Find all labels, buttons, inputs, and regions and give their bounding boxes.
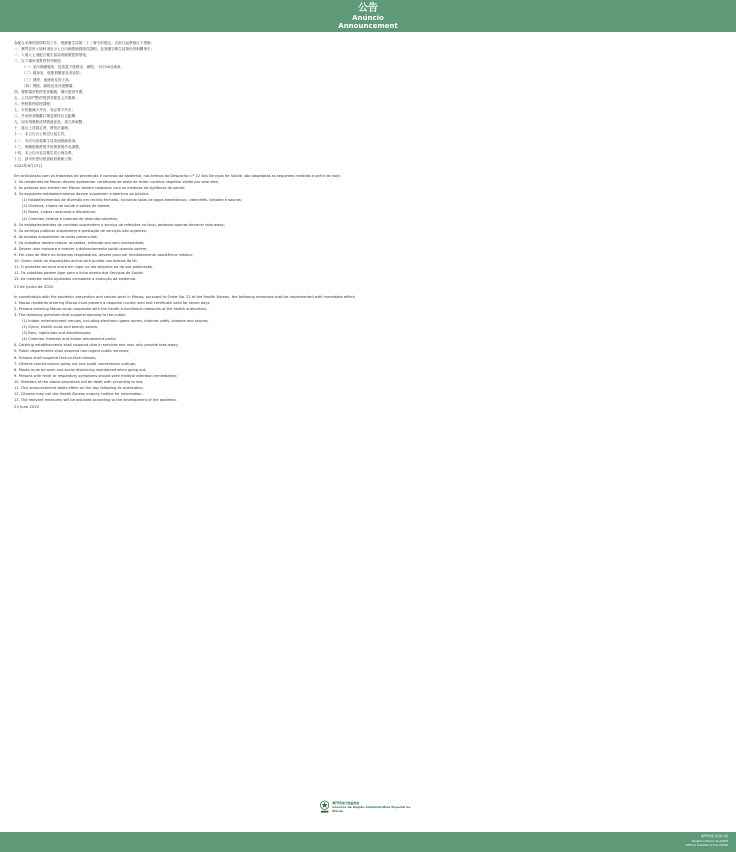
logo-line-pt: Governo da Região Administrativa Especial de Macau	[332, 805, 411, 813]
paragraph-line: Em articulação com os trabalhos de prevenção e controlo da epidemia, nos termos do Despacho n.º 22 dos Serviços de Saúde, são adoptadas as seguintes medidas a partir de hoje:	[14, 173, 341, 178]
paragraph-line: 5. Os serviços públicos suspendem a prestação de serviços não urgentes;	[14, 228, 147, 233]
paragraph-line: 9. Persons with fever or respiratory symptoms should seek medical attention immediately;	[14, 373, 178, 378]
paragraph-line: (2) Gyms, health clubs and beauty salons;	[22, 325, 99, 330]
paragraph-line: (3) Bares, clubes nocturnos e discotecas;	[22, 210, 97, 215]
paragraph-line: 3. The following premises shall suspend opening to the public:	[14, 312, 127, 317]
date-en: 23 June 2022	[14, 404, 40, 410]
paragraph-line: 7. Citizens should reduce going out and avoid unnecessary outings;	[14, 361, 136, 366]
paragraph-line: 5. Public departments shall suspend non-urgent public services;	[14, 349, 130, 354]
paragraph-line: 3. Os seguintes estabelecimentos devem suspender a abertura ao público:	[14, 192, 150, 197]
paragraph-line: 10. Violators of the above provisions will be dealt with according to law.	[14, 379, 144, 384]
paragraph-line: (2) Ginásios, clubes de saúde e salões de beleza;	[22, 204, 111, 209]
section-portuguese	[14, 173, 722, 283]
paragraph-line: 1. Os residentes de Macau devem apresentar certificado de teste de ácido nucleico negativo válido por sete dias;	[14, 179, 219, 184]
header-title-zh: 公告	[358, 3, 378, 14]
logo-line-zh: 澳門特別行政區政府	[332, 801, 360, 805]
paragraph-line: 十、違反上述規定者，將依法處理。	[14, 126, 72, 131]
paragraph-line: (1) Estabelecimentos de diversão em recinto fechado, incluindo salas de jogos electrónicos, cibercafés, karaoke e saunas;	[22, 198, 242, 203]
paragraph-line: 十四、本公告內容以衛生局公佈為準。	[14, 150, 76, 155]
paragraph-line: (1) Indoor entertainment venues, including electronic game rooms, internet cafés, karaoke and saunas;	[22, 318, 209, 323]
paragraph-line: 三、以下場所須暫停對外開放：	[14, 59, 65, 64]
paragraph-line: 11. O presente anúncio entra em vigor no dia seguinte ao da sua publicação.	[14, 265, 154, 270]
footer-bar	[0, 832, 736, 852]
logo-text	[332, 801, 416, 813]
paragraph-line: 9. Em caso de febre ou sintomas respiratórios, devem procurar imediatamente assistência médica;	[14, 253, 193, 258]
paragraph-line: 8. Devem usar máscara e manter o distanciamento social quando saírem;	[14, 247, 148, 251]
header-title-en: Announcement	[338, 22, 398, 30]
header-title-pt: Anúncio	[352, 14, 384, 22]
paragraph-line: （二）健身室、健康俱樂部及美容院；	[22, 71, 84, 76]
paragraph-line: 八、外出時須佩戴口罩並保持社交距離；	[14, 114, 79, 119]
paragraph-line: 十三、相關措施將視乎疫情發展作出調整。	[14, 144, 83, 149]
emblem-icon	[320, 800, 329, 814]
paragraph-line: 五、公共部門暫停提供非緊急公共服務；	[14, 95, 79, 100]
paragraph-line: 十二、市民可致電衛生局查詢熱線查詢。	[14, 138, 79, 143]
paragraph-line: 四、餐飲場所暫停堂食服務，僅可提供外賣；	[14, 89, 86, 94]
paragraph-line: （三）酒吧、夜總會及的士高；	[22, 77, 73, 82]
paragraph-line: 1. Macao residents entering Macao must present a negative nucleic acid test certificate valid for seven days;	[14, 300, 211, 305]
section-english	[14, 294, 722, 404]
paragraph-line: 7. Os cidadãos devem reduzir as saídas, evitando sair sem necessidade;	[14, 240, 145, 245]
paragraph-line: 十五、請市民密切留意政府最新公佈。	[14, 156, 76, 161]
paragraph-line: 12. Citizens may call the Health Bureau enquiry hotline for information.	[14, 392, 143, 397]
paragraph-line: 4. Catering establishments shall suspend dine-in services and may only provide take-away;	[14, 343, 179, 348]
paragraph-line: (4) Cinemas, teatros e parques de diversão cobertos;	[22, 216, 118, 221]
announcement-body	[14, 40, 722, 795]
footer-line-en: Official Gazette of the MSAR	[685, 843, 728, 848]
paragraph-line: 一、澳門居民入境時須出示七日內核酸檢測陰性證明，並須遵守衛生局發出的相關指引；	[14, 47, 155, 52]
paragraph-line: (4) Cinemas, theatres and indoor amusement parks;	[22, 337, 117, 342]
paragraph-line: 10. Quem violar as disposições acima será punido nos termos da lei.	[14, 259, 138, 264]
paragraph-line: 十一、本公告自公佈翌日起生效。	[14, 132, 68, 137]
paragraph-line: 13. As medidas serão ajustadas consoante a evolução da epidemia.	[14, 277, 137, 282]
date-pt: 23 de Junho de 2022	[14, 283, 54, 289]
paragraph-line: 二、入境人士須配合衛生當局的健康監察措施；	[14, 53, 90, 58]
paragraph-line: 九、如出現發熱或呼吸道症狀，須立即就醫；	[14, 120, 86, 125]
paragraph-line: （一）室內娛樂場所，包括電子遊戲室、網吧、卡拉OK及桑拿；	[22, 65, 125, 70]
paragraph-line: 2. Persons entering Macao must cooperate with the health surveillance measures of the health authorities;	[14, 306, 207, 311]
paragraph-line: 七、市民應減少外出，非必要不外出；	[14, 108, 76, 113]
paragraph-line: 六、學校暫停面授課程；	[14, 101, 54, 106]
paragraph-line: 8. Masks must be worn and social distancing maintained when going out;	[14, 367, 147, 372]
paragraph-line: 13. The relevant measures will be adjusted according to the development of the epidemic.	[14, 398, 178, 403]
paragraph-line: 為配合本澳的疫情防控工作，根據衛生局第二十二號令的規定，自即日起實施以下措施：	[14, 41, 155, 45]
date-zh: 2022年6月23日	[14, 162, 43, 168]
paragraph-line: 12. Os cidadãos podem ligar para a linha aberta dos Serviços de Saúde.	[14, 271, 144, 276]
paragraph-line: In coordination with the epidemic prevention and control work in Macao, pursuant to Order No. 22 of the Health Bureau, the following measures shall be implemented with immediate effect:	[14, 294, 356, 299]
paragraph-line: 2. As pessoas que entrem em Macau devem colaborar com as medidas de vigilância de saúde;	[14, 186, 186, 191]
paragraph-line: 11. This announcement takes effect on the day following its publication.	[14, 385, 144, 390]
paragraph-line: （四）戲院、劇院及室內遊樂場；	[22, 83, 76, 88]
paragraph-line: 4. Os estabelecimentos de comidas suspendem o serviço de refeições no local, podendo apenas fornecer take-away;	[14, 222, 225, 227]
footer-line-zh: 澳門特別行政區公報	[700, 834, 728, 838]
footer-line-pt: Boletim Oficial da RAEM	[691, 838, 728, 843]
government-logo	[320, 797, 416, 817]
paragraph-line: 6. As escolas suspendem as aulas presenciais;	[14, 234, 98, 239]
section-chinese	[14, 40, 722, 162]
footer-text	[685, 834, 728, 848]
paragraph-line: 6. Schools shall suspend face-to-face classes;	[14, 355, 97, 360]
announcement-header	[0, 0, 736, 32]
paragraph-line: (3) Bars, nightclubs and discotheques;	[22, 331, 92, 336]
